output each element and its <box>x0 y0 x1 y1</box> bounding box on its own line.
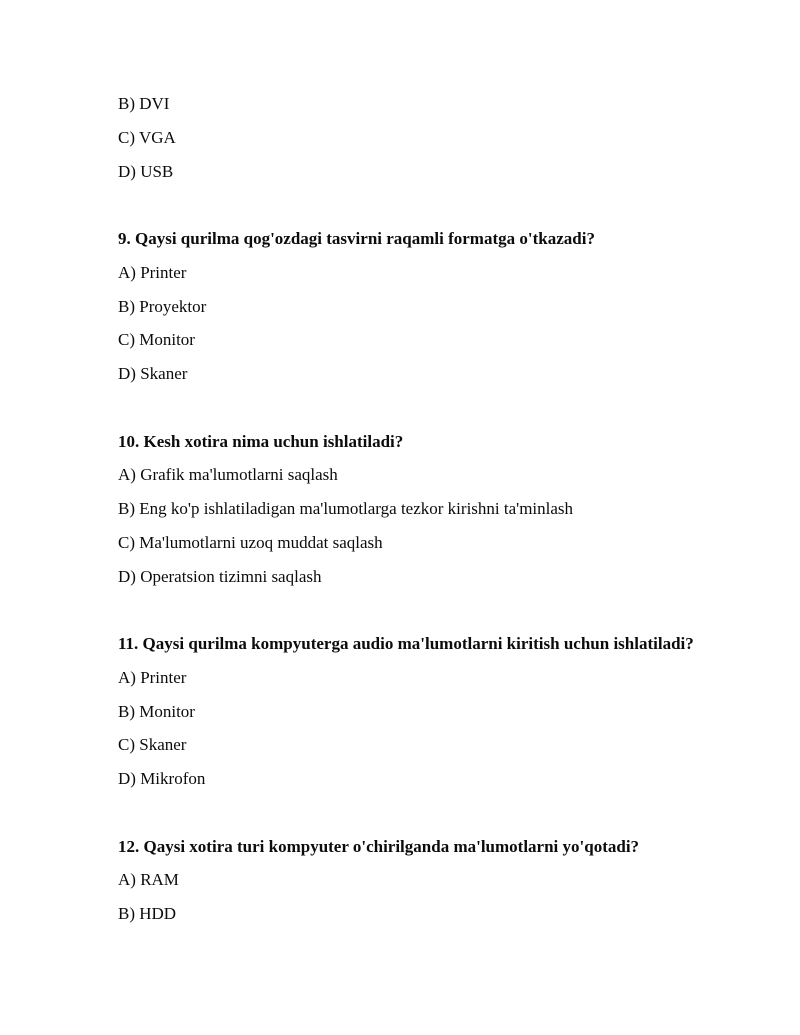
question-block <box>118 627 760 796</box>
question-block <box>118 222 760 391</box>
question-block-partial <box>118 87 760 188</box>
answer-option: A) Printer <box>118 262 187 282</box>
question-title: 12. Qaysi xotira turi kompyuter o'chirilganda ma'lumotlarni yo'qotadi? <box>118 836 640 856</box>
answer-option: B) Monitor <box>118 701 195 721</box>
question-title: 10. Kesh xotira nima uchun ishlatiladi? <box>118 431 404 451</box>
answer-option: A) RAM <box>118 870 179 890</box>
answer-option: C) Skaner <box>118 735 187 755</box>
answer-option: C) Monitor <box>118 330 195 350</box>
answer-option: B) Eng ko'p ishlatiladigan ma'lumotlarga tezkor kirishni ta'minlash <box>118 499 574 518</box>
answer-option: D) Mikrofon <box>118 769 206 788</box>
question-block <box>118 425 760 594</box>
quiz-content <box>118 87 760 931</box>
answer-option: C) Ma'lumotlarni uzoq muddat saqlash <box>118 532 383 552</box>
answer-option: B) DVI <box>118 94 170 113</box>
answer-option: D) USB <box>118 161 174 181</box>
answer-option: B) Proyektor <box>118 296 207 316</box>
answer-option: D) Skaner <box>118 364 188 383</box>
question-block <box>118 830 760 931</box>
answer-option: D) Operatsion tizimni saqlash <box>118 566 322 586</box>
question-title: 9. Qaysi qurilma qog'ozdagi tasvirni raqamli formatga o'tkazadi? <box>118 229 595 248</box>
question-title: 11. Qaysi qurilma kompyuterga audio ma'lumotlarni kiritish uchun ishlatiladi? <box>118 634 694 653</box>
answer-option: A) Printer <box>118 667 187 687</box>
answer-option: A) Grafik ma'lumotlarni saqlash <box>118 465 338 485</box>
answer-option: B) HDD <box>118 904 177 923</box>
answer-option: C) VGA <box>118 127 176 147</box>
